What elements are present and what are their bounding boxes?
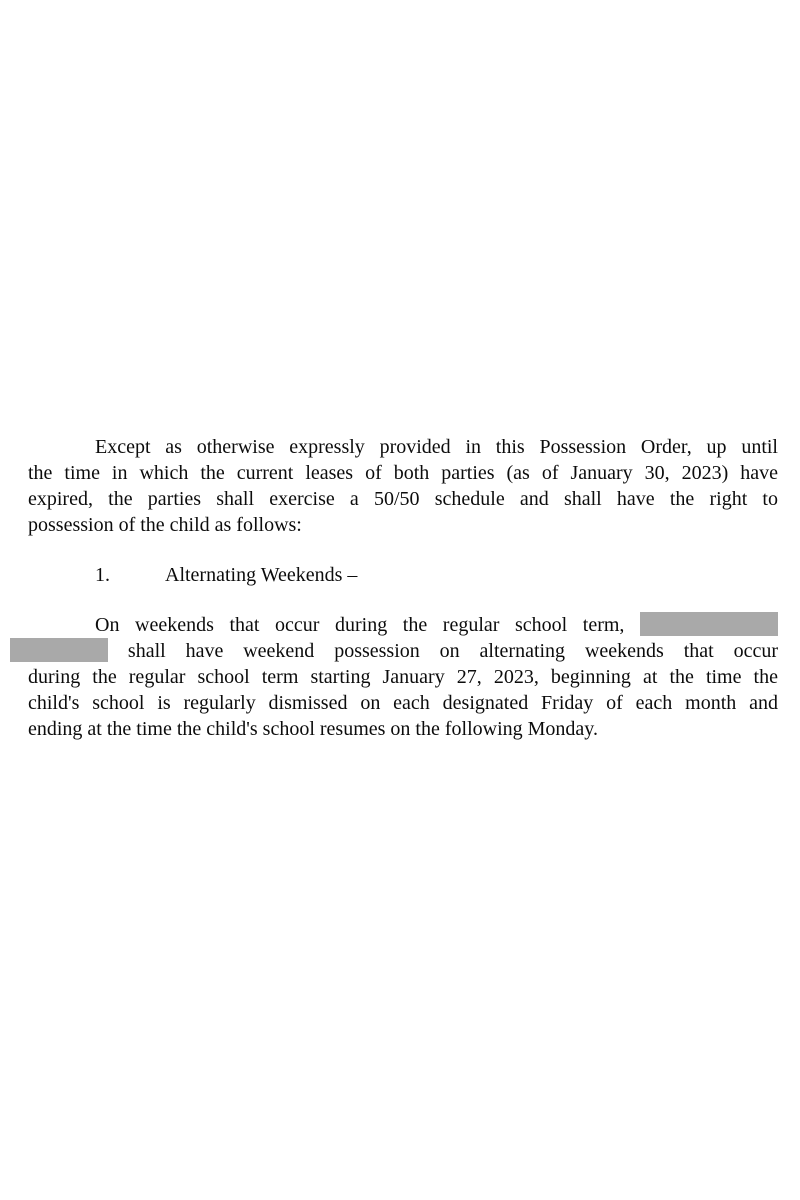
paragraph-alternating-weekends — [28, 612, 778, 742]
paragraph-intro — [28, 434, 778, 538]
text-line: expired, the parties shall exercise a 50/50 schedule and shall have the right to — [28, 488, 778, 510]
redaction-box — [640, 612, 778, 636]
text-line: possession of the child as follows: — [28, 514, 302, 536]
text-line: the time in which the current leases of both parties (as of January 30, 2023) have — [28, 462, 778, 484]
section-number: 1. — [95, 564, 110, 586]
text-line: Except as otherwise expressly provided in this Possession Order, up until — [95, 436, 778, 458]
section-title: Alternating Weekends – — [165, 564, 358, 586]
section-heading-alternating-weekends — [28, 562, 778, 588]
document-body — [28, 434, 778, 742]
text-segment: shall have weekend possession on alternating weekends that occur — [127, 640, 779, 662]
text-line — [28, 638, 778, 664]
text-line — [28, 612, 778, 638]
text-segment: On weekends that occur during the regular school term, — [95, 614, 625, 636]
text-line: child's school is regularly dismissed on each designated Friday of each month and — [28, 692, 778, 714]
text-line: ending at the time the child's school resumes on the following Monday. — [28, 718, 598, 740]
text-line: during the regular school term starting January 27, 2023, beginning at the time the — [28, 666, 778, 688]
redaction-box — [10, 638, 108, 662]
